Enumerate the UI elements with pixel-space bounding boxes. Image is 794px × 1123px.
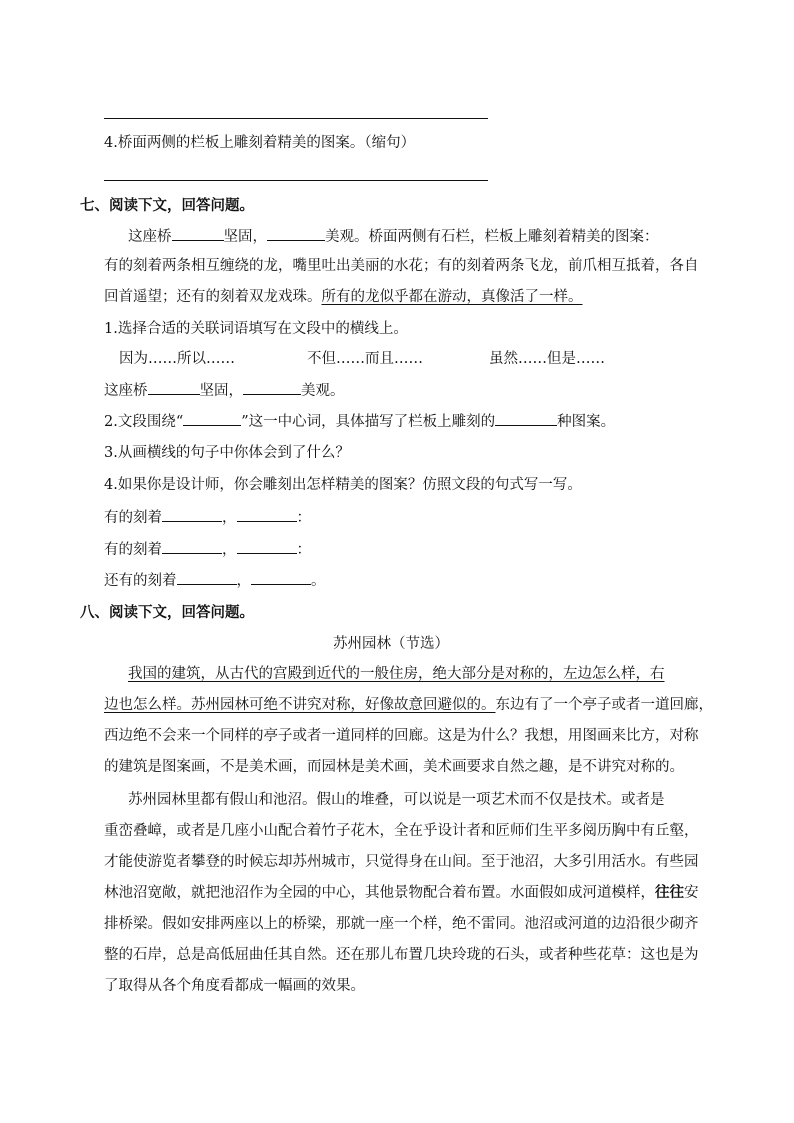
question-text: 种图案。 [557,414,616,430]
passage-text: 美观。桥面两侧有石栏，栏板上雕刻着精美的图案： [325,229,659,245]
fill-text: 坚固， [199,383,243,399]
question-3: 3.从画横线的句子中你体会到了什么？ [104,445,350,461]
question-4: 4.如果你是设计师，你会雕刻出怎样精美的图案？仿照文段的句式写一写。 [104,477,582,493]
punct: 。 [311,573,326,589]
passage-text: 林池沼宽敞，就把池沼作为全园的中心，其他景物配合着布置。水面假如成河道模样， [104,885,655,901]
passage-line: 西边绝不会来一个同样的亭子或者一道同样的回廊。这是为什么？我想，用图画来比方，对称 [104,728,699,744]
question-2 [104,411,615,432]
blank-field[interactable] [148,380,200,395]
punct: ， [236,573,251,589]
write-line-2 [104,539,311,560]
underlined-sentence: 边也怎么样。苏州园林可绝不讲究对称，好像故意回避似的。 [104,697,496,713]
fill-line [104,380,345,401]
blank-field[interactable] [267,226,325,241]
passage-line: 有的刻着两条相互缠绕的龙，嘴里吐出美丽的水花；有的刻着两条飞龙，前爪相互抵着，各自 [104,258,699,274]
blank-field[interactable] [183,411,241,426]
write-line-1 [104,507,311,528]
passage-line [104,287,583,307]
passage-line: 重峦叠嶂，或者是几座小山配合着竹子花木，全在乎设计者和匠师们生平多阅历胸中有丘壑， [104,823,699,839]
fill-text: 这座桥 [104,383,148,399]
blank-field[interactable] [177,570,237,585]
option-1: 因为……所以…… [119,351,235,367]
passage-line [128,664,720,684]
passage-line [128,226,659,247]
punct: ： [296,542,311,558]
write-text: 有的刻着 [104,542,162,558]
question-text: 2.文段围绕“ [104,414,184,430]
fill-text: 美观。 [301,383,345,399]
underlined-sentence: 我国的建筑，从古代的宫殿到近代的一般住房，绝大部分是对称的，左边怎么样，右 [128,666,665,682]
passage-text: 安 [684,885,699,901]
blank-field[interactable] [251,570,311,585]
blank-field[interactable] [162,507,222,522]
punct: ： [296,510,311,526]
blank-field[interactable] [495,411,557,426]
passage-line: 排桥梁。假如安排两座以上的桥梁，那就一座一个样，绝不雷同。池沼或河道的边沿很少砌齐 [104,916,699,932]
question-item-4: 4.桥面两侧的栏板上雕刻着精美的图案。（缩句） [104,135,416,151]
question-1: 1.选择合适的关联词语填写在文段中的横线上。 [104,321,408,337]
passage-line: 的建筑是图案画，不是美术画，而园林是美术画，美术画要求自然之趣，是不讲究对称的。 [104,759,684,775]
answer-line[interactable] [104,180,488,181]
write-text: 还有的刻着 [104,573,177,589]
blank-field[interactable] [243,380,301,395]
passage-line [104,695,713,715]
passage-title: 苏州园林（节选） [333,636,449,652]
blank-field[interactable] [162,539,222,554]
section-heading: 八、阅读下文，回答问题。 [80,605,254,621]
passage-line: 了取得从各个角度看都成一幅画的效果。 [104,978,365,994]
write-line-3 [104,570,326,591]
punct: ， [222,542,237,558]
question-text: ”这一中心词，具体描写了栏板上雕刻的 [241,414,496,430]
section-heading: 七、阅读下文，回答问题。 [80,198,254,214]
option-2: 不但……而且…… [307,351,423,367]
passage-text: 这座桥 [128,229,172,245]
blank-field[interactable] [172,226,224,241]
passage-text: 回首遥望；还有的刻着双龙戏珠。 [104,289,322,305]
underlined-sentence: 所有的龙似乎都在游动，真像活了一样。 [321,289,583,305]
bold-word: 往往 [655,884,684,901]
passage-line: 整的石岸，总是高低屈曲任其自然。还在那儿布置几块玲珑的石头，或者种些花草：这也是为 [104,947,699,963]
passage-text: 东边有了一个亭子或者一道回廊， [495,697,713,713]
passage-line [104,883,699,903]
passage-line: 才能使游览者攀登的时候忘却苏州城市，只觉得身在山间。至于池沼，大多引用活水。有些园 [104,854,699,870]
passage-text: 坚固， [223,229,267,245]
passage-line: 苏州园林里都有假山和池沼。假山的堆叠，可以说是一项艺术而不仅是技术。或者是 [128,792,665,808]
option-3: 虽然……但是…… [489,351,605,367]
blank-field[interactable] [237,507,297,522]
write-text: 有的刻着 [104,510,162,526]
answer-line[interactable] [104,118,488,119]
blank-field[interactable] [237,539,297,554]
punct: ， [222,510,237,526]
